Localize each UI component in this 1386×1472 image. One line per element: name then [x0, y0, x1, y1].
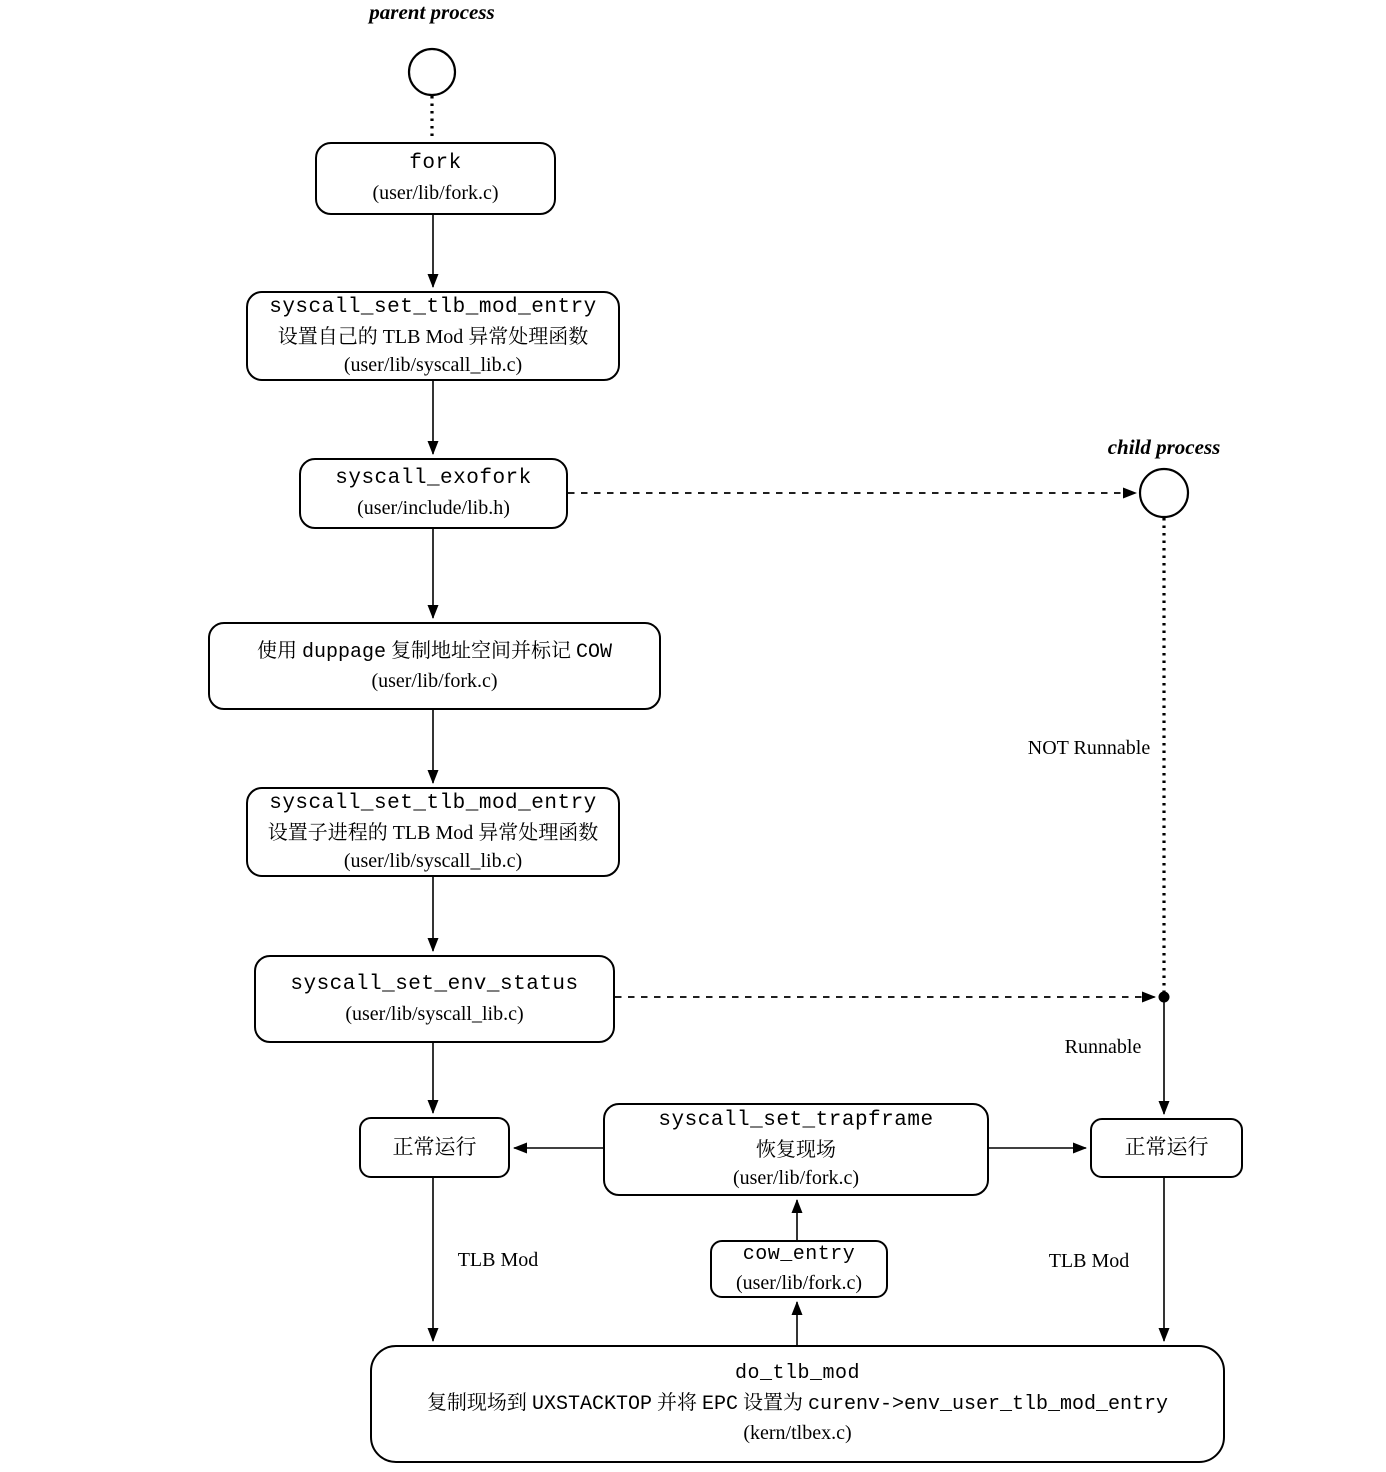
node-path: (user/lib/syscall_lib.c)	[343, 353, 523, 376]
node-syscall-set-env-status	[254, 955, 615, 1043]
node-syscall-exofork	[299, 458, 568, 529]
desc-part-code: UXSTACKTOP	[531, 1392, 652, 1416]
junction-dot	[1159, 992, 1170, 1003]
tlb-mod-label-left: TLB Mod	[457, 1249, 539, 1271]
parent-start-node	[409, 49, 455, 95]
child-process-label: child process	[1107, 435, 1221, 459]
node-desc	[257, 637, 612, 667]
node-title: cow_entry	[742, 1242, 856, 1266]
desc-part-code: duppage	[301, 640, 386, 664]
desc-part-code: COW	[576, 640, 613, 664]
desc-part-code: curenv->env_user_tlb_mod_entry	[807, 1392, 1169, 1416]
tlb-mod-label-right: TLB Mod	[1048, 1250, 1130, 1272]
node-desc	[427, 1389, 1168, 1419]
desc-part: 复制现场到	[426, 1391, 532, 1414]
desc-part-code: EPC	[701, 1392, 738, 1416]
node-syscall-set-trapframe	[603, 1103, 989, 1196]
node-desc: 设置自己的 TLB Mod 异常处理函数	[277, 325, 589, 348]
node-title: syscall_set_tlb_mod_entry	[269, 791, 597, 815]
node-path: (user/lib/fork.c)	[735, 1272, 863, 1294]
node-do-tlb-mod	[370, 1345, 1225, 1463]
node-path: (user/lib/fork.c)	[371, 670, 498, 692]
node-syscall-set-tlb-mod-entry-self	[246, 291, 620, 381]
node-path: (kern/tlbex.c)	[743, 1422, 852, 1445]
runnable-label: Runnable	[1064, 1036, 1142, 1058]
node-title: syscall_exofork	[335, 467, 532, 491]
node-title: syscall_set_trapframe	[658, 1109, 934, 1133]
node-cow-entry	[710, 1240, 888, 1298]
node-title: do_tlb_mod	[734, 1362, 861, 1386]
desc-part: 使用	[256, 639, 302, 662]
node-title: syscall_set_tlb_mod_entry	[269, 295, 597, 319]
node-normal-run-right	[1090, 1118, 1243, 1178]
desc-part: 复制地址空间并标记	[386, 639, 576, 662]
node-duppage	[208, 622, 661, 710]
node-normal-run-left	[359, 1117, 510, 1178]
node-path: (user/lib/syscall_lib.c)	[345, 1002, 524, 1025]
desc-part: 设置为	[737, 1391, 808, 1414]
desc-part: 并将	[651, 1391, 702, 1414]
not-runnable-label: NOT Runnable	[1027, 737, 1151, 759]
node-path: (user/lib/fork.c)	[732, 1167, 860, 1190]
parent-process-label: parent process	[369, 0, 495, 24]
node-label: 正常运行	[392, 1134, 477, 1159]
node-fork	[315, 142, 556, 215]
node-fork-path: (user/lib/fork.c)	[372, 182, 499, 205]
node-path: (user/lib/syscall_lib.c)	[343, 849, 523, 872]
node-desc: 设置子进程的 TLB Mod 异常处理函数	[267, 821, 599, 844]
node-title: syscall_set_env_status	[290, 972, 579, 996]
node-label: 正常运行	[1124, 1135, 1209, 1160]
child-start-node	[1140, 469, 1188, 517]
node-syscall-set-tlb-mod-entry-child	[246, 787, 620, 877]
node-path: (user/include/lib.h)	[357, 497, 510, 520]
node-fork-title: fork	[409, 152, 462, 176]
node-desc: 恢复现场	[756, 1139, 836, 1162]
